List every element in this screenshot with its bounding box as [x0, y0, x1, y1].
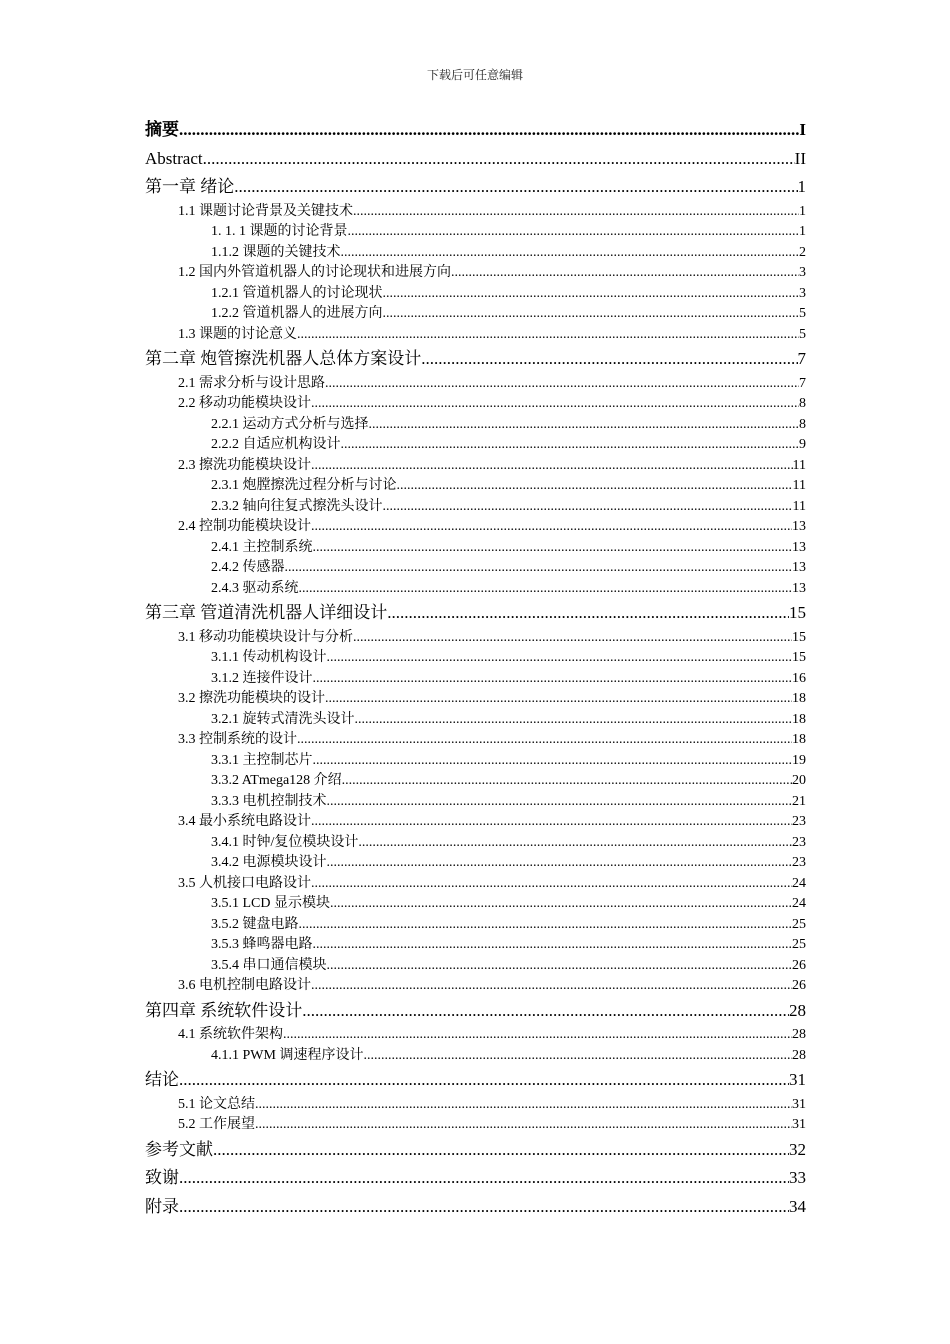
toc-entry-title: 1.1 课题讨论背景及关键技术 — [178, 203, 353, 219]
toc-entry-page: 25 — [792, 916, 806, 932]
toc-dot-leader — [325, 689, 792, 710]
toc-dot-leader — [363, 1046, 792, 1067]
toc-entry-page: 13 — [792, 580, 806, 596]
toc-dot-leader — [179, 1164, 789, 1193]
toc-entry[interactable] — [145, 284, 806, 305]
toc-entry[interactable] — [145, 222, 806, 243]
toc-entry[interactable] — [145, 476, 806, 497]
toc-entry-title: 2.2.2 自适应机构设计 — [211, 437, 341, 452]
toc-entry-page: 28 — [792, 1027, 806, 1042]
toc-entry-title: 5.2 工作展望 — [178, 1117, 255, 1132]
toc-entry-page: 18 — [792, 711, 806, 727]
toc-entry[interactable] — [145, 689, 806, 710]
toc-entry[interactable] — [145, 669, 806, 690]
toc-entry[interactable] — [145, 751, 806, 772]
toc-entry[interactable] — [145, 415, 806, 436]
toc-dot-leader — [313, 751, 793, 772]
toc-entry-page: 11 — [792, 457, 806, 473]
toc-dot-leader — [213, 1136, 789, 1165]
toc-entry[interactable] — [145, 628, 806, 649]
toc-entry[interactable] — [145, 915, 806, 936]
toc-dot-leader — [327, 648, 793, 669]
header-note: 下载后可任意编辑 — [426, 68, 523, 82]
toc-entry[interactable] — [145, 579, 806, 600]
toc-entry-page: 9 — [799, 437, 806, 452]
toc-dot-leader — [299, 579, 793, 600]
toc-entry[interactable] — [145, 935, 806, 956]
toc-dot-leader — [383, 284, 800, 305]
toc-entry-title: 摘要 — [145, 120, 179, 139]
toc-entry-title: 3.1.2 连接件设计 — [211, 670, 313, 686]
toc-entry-title: 1.3 课题的讨论意义 — [178, 326, 297, 342]
toc-entry[interactable] — [145, 173, 806, 202]
toc-dot-leader — [355, 710, 793, 731]
toc-entry[interactable] — [145, 497, 806, 518]
toc-entry-page: 32 — [789, 1139, 806, 1159]
toc-entry-page: 26 — [792, 957, 806, 973]
toc-entry[interactable] — [145, 263, 806, 284]
toc-dot-leader — [330, 894, 792, 915]
toc-entry[interactable] — [145, 202, 806, 223]
toc-dot-leader — [297, 325, 799, 346]
toc-entry-page: 11 — [792, 478, 806, 493]
toc-entry-page: 15 — [789, 603, 806, 622]
toc-entry-page: 24 — [792, 896, 806, 911]
toc-entry[interactable] — [145, 145, 806, 174]
toc-dot-leader — [341, 435, 800, 456]
toc-entry-title: 2.2.1 运动方式分析与选择 — [211, 416, 369, 432]
toc-entry-title: 2.4.3 驱动系统 — [211, 580, 299, 596]
toc-entry[interactable] — [145, 1164, 806, 1193]
toc-entry-title: 3.1 移动功能模块设计与分析 — [178, 629, 353, 645]
toc-entry-title: 参考文献 — [145, 1139, 213, 1159]
toc-entry-title: 第一章 绪论 — [145, 177, 235, 196]
toc-entry-page: 11 — [792, 498, 806, 514]
toc-entry-page: 1 — [797, 177, 806, 196]
toc-entry-title: 第三章 管道清洗机器人详细设计 — [145, 603, 388, 622]
toc-entry-title: 3.3.3 电机控制技术 — [211, 793, 327, 809]
toc-dot-leader — [311, 976, 792, 997]
toc-entry-title: 5.1 论文总结 — [178, 1096, 255, 1112]
toc-entry[interactable] — [145, 853, 806, 874]
toc-entry[interactable] — [145, 1193, 806, 1222]
toc-dot-leader — [353, 628, 792, 649]
toc-dot-leader — [342, 771, 792, 792]
toc-entry[interactable] — [145, 558, 806, 579]
toc-entry-page: 16 — [792, 670, 806, 686]
table-of-contents — [145, 116, 806, 1221]
toc-dot-leader — [397, 476, 793, 497]
toc-dot-leader — [313, 935, 793, 956]
toc-entry-title: 3.3.2 ATmega128 介绍 — [211, 773, 342, 788]
toc-dot-leader — [285, 558, 793, 579]
toc-dot-leader — [369, 415, 800, 436]
toc-entry-page: 31 — [789, 1070, 806, 1089]
toc-dot-leader — [313, 538, 793, 559]
toc-dot-leader — [311, 456, 793, 477]
toc-entry-title: 4.1.1 PWM 调速程序设计 — [211, 1047, 364, 1063]
toc-entry-title: 1. 1. 1 课题的讨论背景 — [211, 224, 348, 239]
toc-entry-page: 13 — [792, 539, 806, 555]
toc-entry-title: 3.4.2 电源模块设计 — [211, 855, 327, 870]
toc-dot-leader — [234, 173, 797, 202]
toc-entry-title: Abstract — [145, 148, 203, 168]
toc-entry-title: 3.5 人机接口电路设计 — [178, 875, 311, 891]
toc-entry[interactable] — [145, 517, 806, 538]
toc-entry-page: II — [794, 148, 806, 168]
toc-entry-title: 3.2 擦洗功能模块的设计 — [178, 691, 325, 706]
toc-entry-title: 第四章 系统软件设计 — [145, 1000, 303, 1020]
toc-entry[interactable] — [145, 243, 806, 264]
toc-dot-leader — [325, 374, 799, 395]
toc-entry[interactable] — [145, 1025, 806, 1046]
toc-entry-page: 7 — [799, 375, 806, 391]
toc-dot-leader — [353, 202, 799, 223]
toc-entry-title: 2.2 移动功能模块设计 — [178, 396, 311, 411]
toc-entry-page: 23 — [792, 814, 806, 829]
toc-entry-page: 24 — [792, 875, 806, 891]
toc-entry-page: 3 — [799, 285, 806, 301]
toc-entry-title: 3.5.4 串口通信模块 — [211, 957, 327, 973]
toc-entry[interactable] — [145, 325, 806, 346]
toc-entry-page: 1 — [799, 224, 806, 239]
toc-entry-title: 3.2.1 旋转式清洗头设计 — [211, 711, 355, 727]
toc-entry[interactable] — [145, 976, 806, 997]
toc-entry-title: 2.4.2 传感器 — [211, 560, 285, 575]
toc-entry-page: 23 — [792, 855, 806, 870]
toc-entry[interactable] — [145, 771, 806, 792]
toc-entry[interactable] — [145, 648, 806, 669]
toc-entry-page: 13 — [792, 560, 806, 575]
toc-dot-leader — [311, 394, 799, 415]
toc-dot-leader — [255, 1095, 792, 1116]
toc-entry[interactable] — [145, 456, 806, 477]
toc-entry[interactable] — [145, 956, 806, 977]
toc-dot-leader — [327, 853, 793, 874]
toc-entry-page: 5 — [799, 326, 806, 342]
toc-entry[interactable] — [145, 710, 806, 731]
toc-entry-page: 13 — [792, 519, 806, 534]
toc-dot-leader — [358, 833, 792, 854]
toc-entry[interactable] — [145, 997, 806, 1026]
toc-entry-page: 8 — [799, 416, 806, 432]
toc-dot-leader — [302, 997, 789, 1026]
toc-entry-title: 3.5.2 键盘电路 — [211, 916, 299, 932]
toc-entry[interactable] — [145, 304, 806, 325]
toc-entry-title: 3.4.1 时钟/复位模块设计 — [211, 834, 359, 850]
toc-entry[interactable] — [145, 1066, 806, 1095]
toc-entry-page: 28 — [792, 1047, 806, 1063]
toc-entry-page: 5 — [799, 306, 806, 321]
toc-entry[interactable] — [145, 730, 806, 751]
toc-entry-title: 2.4.1 主控制系统 — [211, 539, 313, 555]
toc-entry[interactable] — [145, 116, 806, 145]
toc-entry[interactable] — [145, 394, 806, 415]
toc-entry-page: 2 — [799, 244, 806, 260]
toc-entry-title: 结论 — [145, 1070, 179, 1089]
toc-dot-leader — [179, 116, 799, 145]
toc-entry-page: 1 — [799, 203, 806, 219]
toc-entry-title: 2.3 擦洗功能模块设计 — [178, 457, 311, 473]
toc-dot-leader — [311, 812, 792, 833]
toc-dot-leader — [299, 915, 793, 936]
toc-dot-leader — [327, 956, 793, 977]
toc-entry-title: 2.3.1 炮膛擦洗过程分析与讨论 — [211, 478, 397, 493]
toc-entry-page: 15 — [792, 629, 806, 645]
toc-dot-leader — [327, 792, 793, 813]
toc-entry[interactable] — [145, 894, 806, 915]
toc-entry-title: 2.1 需求分析与设计思路 — [178, 375, 325, 391]
toc-entry-page: I — [799, 120, 806, 139]
toc-entry-title: 1.1.2 课题的关键技术 — [211, 244, 341, 260]
toc-dot-leader — [383, 304, 800, 325]
toc-entry-title: 1.2 国内外管道机器人的讨论现状和进展方向 — [178, 265, 451, 280]
toc-entry-title: 4.1 系统软件架构 — [178, 1027, 283, 1042]
toc-entry[interactable] — [145, 435, 806, 456]
toc-dot-leader — [311, 874, 792, 895]
toc-entry-title: 2.4 控制功能模块设计 — [178, 519, 311, 534]
toc-entry-page: 18 — [792, 691, 806, 706]
toc-dot-leader — [313, 669, 793, 690]
toc-entry-page: 18 — [792, 732, 806, 747]
toc-entry-title: 3.4 最小系统电路设计 — [178, 814, 311, 829]
toc-entry-title: 3.6 电机控制电路设计 — [178, 978, 311, 993]
toc-entry-page: 21 — [792, 793, 806, 809]
toc-entry-page: 26 — [792, 978, 806, 993]
toc-entry-page: 34 — [789, 1196, 806, 1216]
toc-entry-title: 致谢 — [145, 1168, 179, 1187]
toc-entry-page: 31 — [792, 1096, 806, 1112]
toc-dot-leader — [451, 263, 799, 284]
toc-entry[interactable] — [145, 538, 806, 559]
toc-entry-page: 7 — [797, 349, 806, 368]
toc-dot-leader — [348, 222, 800, 243]
toc-entry[interactable] — [145, 345, 806, 374]
toc-entry-page: 20 — [792, 773, 806, 788]
toc-dot-leader — [203, 145, 795, 174]
toc-entry[interactable] — [145, 792, 806, 813]
toc-entry[interactable] — [145, 812, 806, 833]
toc-entry[interactable] — [145, 874, 806, 895]
toc-entry-title: 3.1.1 传动机构设计 — [211, 650, 327, 665]
toc-entry-title: 3.5.1 LCD 显示模块 — [211, 896, 330, 911]
toc-entry[interactable] — [145, 1115, 806, 1136]
toc-entry-title: 3.5.3 蜂鸣器电路 — [211, 937, 313, 952]
toc-entry[interactable] — [145, 833, 806, 854]
toc-entry-page: 28 — [789, 1000, 806, 1020]
toc-dot-leader — [283, 1025, 792, 1046]
toc-entry-title: 3.3.1 主控制芯片 — [211, 752, 313, 768]
toc-entry[interactable] — [145, 374, 806, 395]
toc-dot-leader — [297, 730, 792, 751]
toc-dot-leader — [179, 1066, 789, 1095]
toc-entry-page: 33 — [789, 1168, 806, 1187]
toc-entry[interactable] — [145, 1095, 806, 1116]
toc-dot-leader — [383, 497, 793, 518]
toc-dot-leader — [341, 243, 800, 264]
toc-entry-title: 1.2.1 管道机器人的讨论现状 — [211, 285, 383, 301]
toc-entry-page: 19 — [792, 752, 806, 768]
toc-entry-title: 第二章 炮管擦洗机器人总体方案设计 — [145, 349, 422, 368]
toc-dot-leader — [387, 599, 789, 628]
toc-dot-leader — [179, 1193, 789, 1222]
toc-entry-title: 2.3.2 轴向往复式擦洗头设计 — [211, 498, 383, 514]
toc-dot-leader — [255, 1115, 792, 1136]
toc-entry[interactable] — [145, 1136, 806, 1165]
toc-entry-page: 23 — [792, 834, 806, 850]
toc-entry-page: 25 — [792, 937, 806, 952]
toc-entry-title: 3.3 控制系统的设计 — [178, 732, 297, 747]
toc-entry[interactable] — [145, 1046, 806, 1067]
toc-entry-page: 8 — [799, 396, 806, 411]
toc-entry-title: 1.2.2 管道机器人的进展方向 — [211, 306, 383, 321]
toc-dot-leader — [421, 345, 797, 374]
toc-dot-leader — [311, 517, 792, 538]
toc-entry-title: 附录 — [145, 1196, 179, 1216]
toc-entry[interactable] — [145, 599, 806, 628]
toc-entry-page: 15 — [792, 650, 806, 665]
toc-entry-page: 3 — [799, 265, 806, 280]
toc-entry-page: 31 — [792, 1117, 806, 1132]
